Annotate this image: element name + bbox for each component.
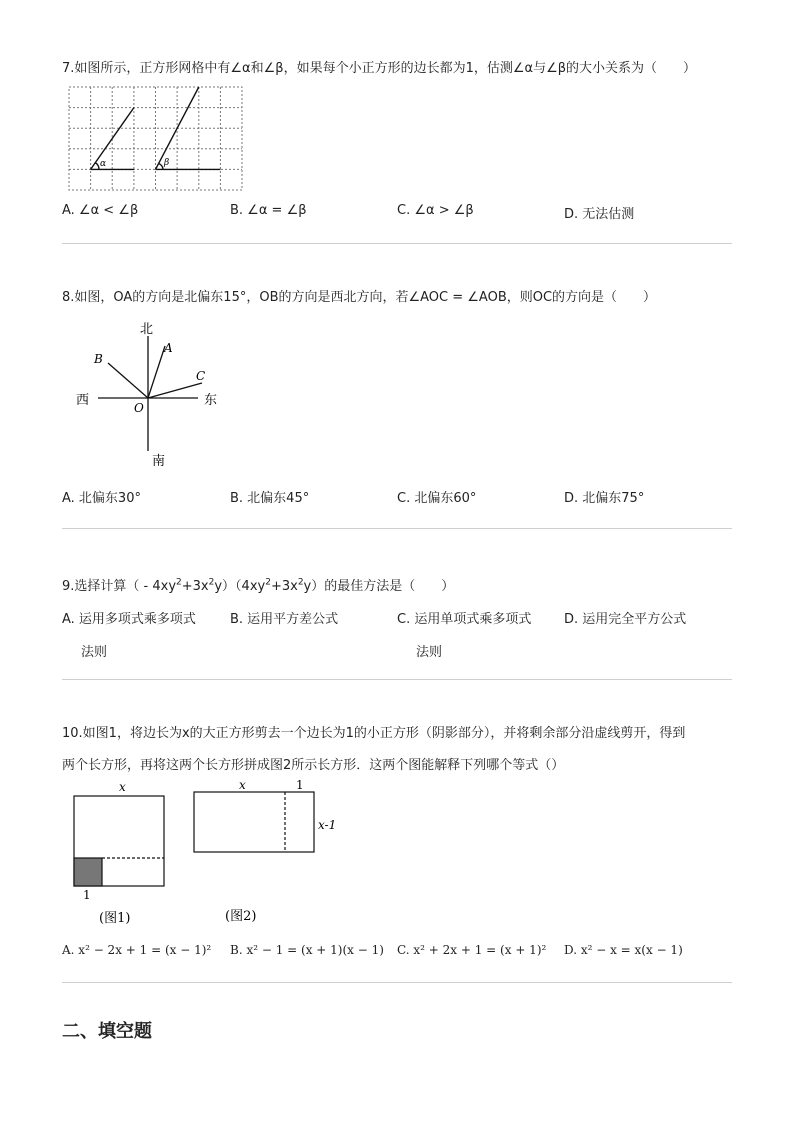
point-o-label: O xyxy=(134,401,144,415)
fig1-x-label: x xyxy=(119,780,126,794)
divider xyxy=(62,679,732,680)
q10-option-c[interactable]: C. x² + 2x + 1 = (x + 1)² xyxy=(397,943,547,957)
q7-grid-figure xyxy=(68,86,244,192)
q10-figures xyxy=(66,778,346,930)
fig1-one-label: 1 xyxy=(83,888,91,902)
question-10-line-1: 10.如图1，将边长为x的大正方形剪去一个边长为1的小正方形（阴影部分），并将剩余部分沿虚线剪开，得到 xyxy=(62,726,686,741)
q8-option-d[interactable]: D. 北偏东75° xyxy=(564,491,645,506)
beta-label: β xyxy=(164,158,170,168)
alpha-label: α xyxy=(100,159,107,169)
shaded-small-square xyxy=(74,858,102,886)
q10-option-b[interactable]: B. x² − 1 = (x + 1)(x − 1) xyxy=(230,943,384,957)
q9-option-d[interactable]: D. 运用完全平方公式 xyxy=(564,612,687,627)
q9-option-b[interactable]: B. 运用平方差公式 xyxy=(230,612,339,627)
q8-option-a[interactable]: A. 北偏东30° xyxy=(62,491,141,506)
q7-option-c[interactable]: C. ∠α > ∠β xyxy=(397,203,474,218)
q7-option-a[interactable]: A. ∠α < ∠β xyxy=(62,203,139,218)
fig1-caption: (图1) xyxy=(99,911,131,926)
question-8-text: 8.如图，OA的方向是北偏东15°，OB的方向是西北方向，若∠AOC = ∠AOB，则OC的方向是（ ） xyxy=(62,290,657,305)
fig2-one-label: 1 xyxy=(296,778,304,792)
west-label: 西 xyxy=(76,393,90,408)
east-label: 东 xyxy=(204,393,218,408)
divider xyxy=(62,982,732,983)
q10-option-d[interactable]: D. x² − x = x(x − 1) xyxy=(564,943,683,957)
q9-option-a[interactable]: A. 运用多项式乘多项式 法则 xyxy=(62,612,196,660)
question-7-text: 7.如图所示，正方形网格中有∠α和∠β，如果每个小正方形的边长都为1，估测∠α与∠β的大小关系为（ ） xyxy=(62,61,697,76)
fig2-caption: (图2) xyxy=(225,909,257,924)
divider xyxy=(62,528,732,529)
point-a-label: A xyxy=(164,341,173,355)
q7-option-d[interactable]: D. 无法估测 xyxy=(564,207,635,222)
south-label: 南 xyxy=(152,454,166,469)
question-10-line-2: 两个长方形，再将这两个长方形拼成图2所示长方形．这两个图能解释下列哪个等式（） xyxy=(62,758,565,773)
north-label: 北 xyxy=(140,322,154,337)
section-title: 二、填空题 xyxy=(62,1021,152,1042)
fig2-x-label: x xyxy=(239,778,246,792)
point-b-label: B xyxy=(94,352,103,366)
q8-option-b[interactable]: B. 北偏东45° xyxy=(230,491,310,506)
q8-option-c[interactable]: C. 北偏东60° xyxy=(397,491,477,506)
point-c-label: C xyxy=(196,369,206,383)
fig2-side-label: x-1 xyxy=(318,818,337,832)
question-9-text: 9.选择计算（ - $4xy^2+3x^2y)(4xy^2+3x^2y)$的最佳方法是（ ） xyxy=(62,577,455,594)
q10-option-a[interactable]: A. x² − 2x + 1 = (x − 1)² xyxy=(62,943,212,957)
q9-option-c[interactable]: C. 运用单项式乘多项式 法则 xyxy=(397,612,532,660)
q8-compass-figure xyxy=(70,318,230,473)
divider xyxy=(62,243,732,244)
q7-option-b[interactable]: B. ∠α = ∠β xyxy=(230,203,307,218)
